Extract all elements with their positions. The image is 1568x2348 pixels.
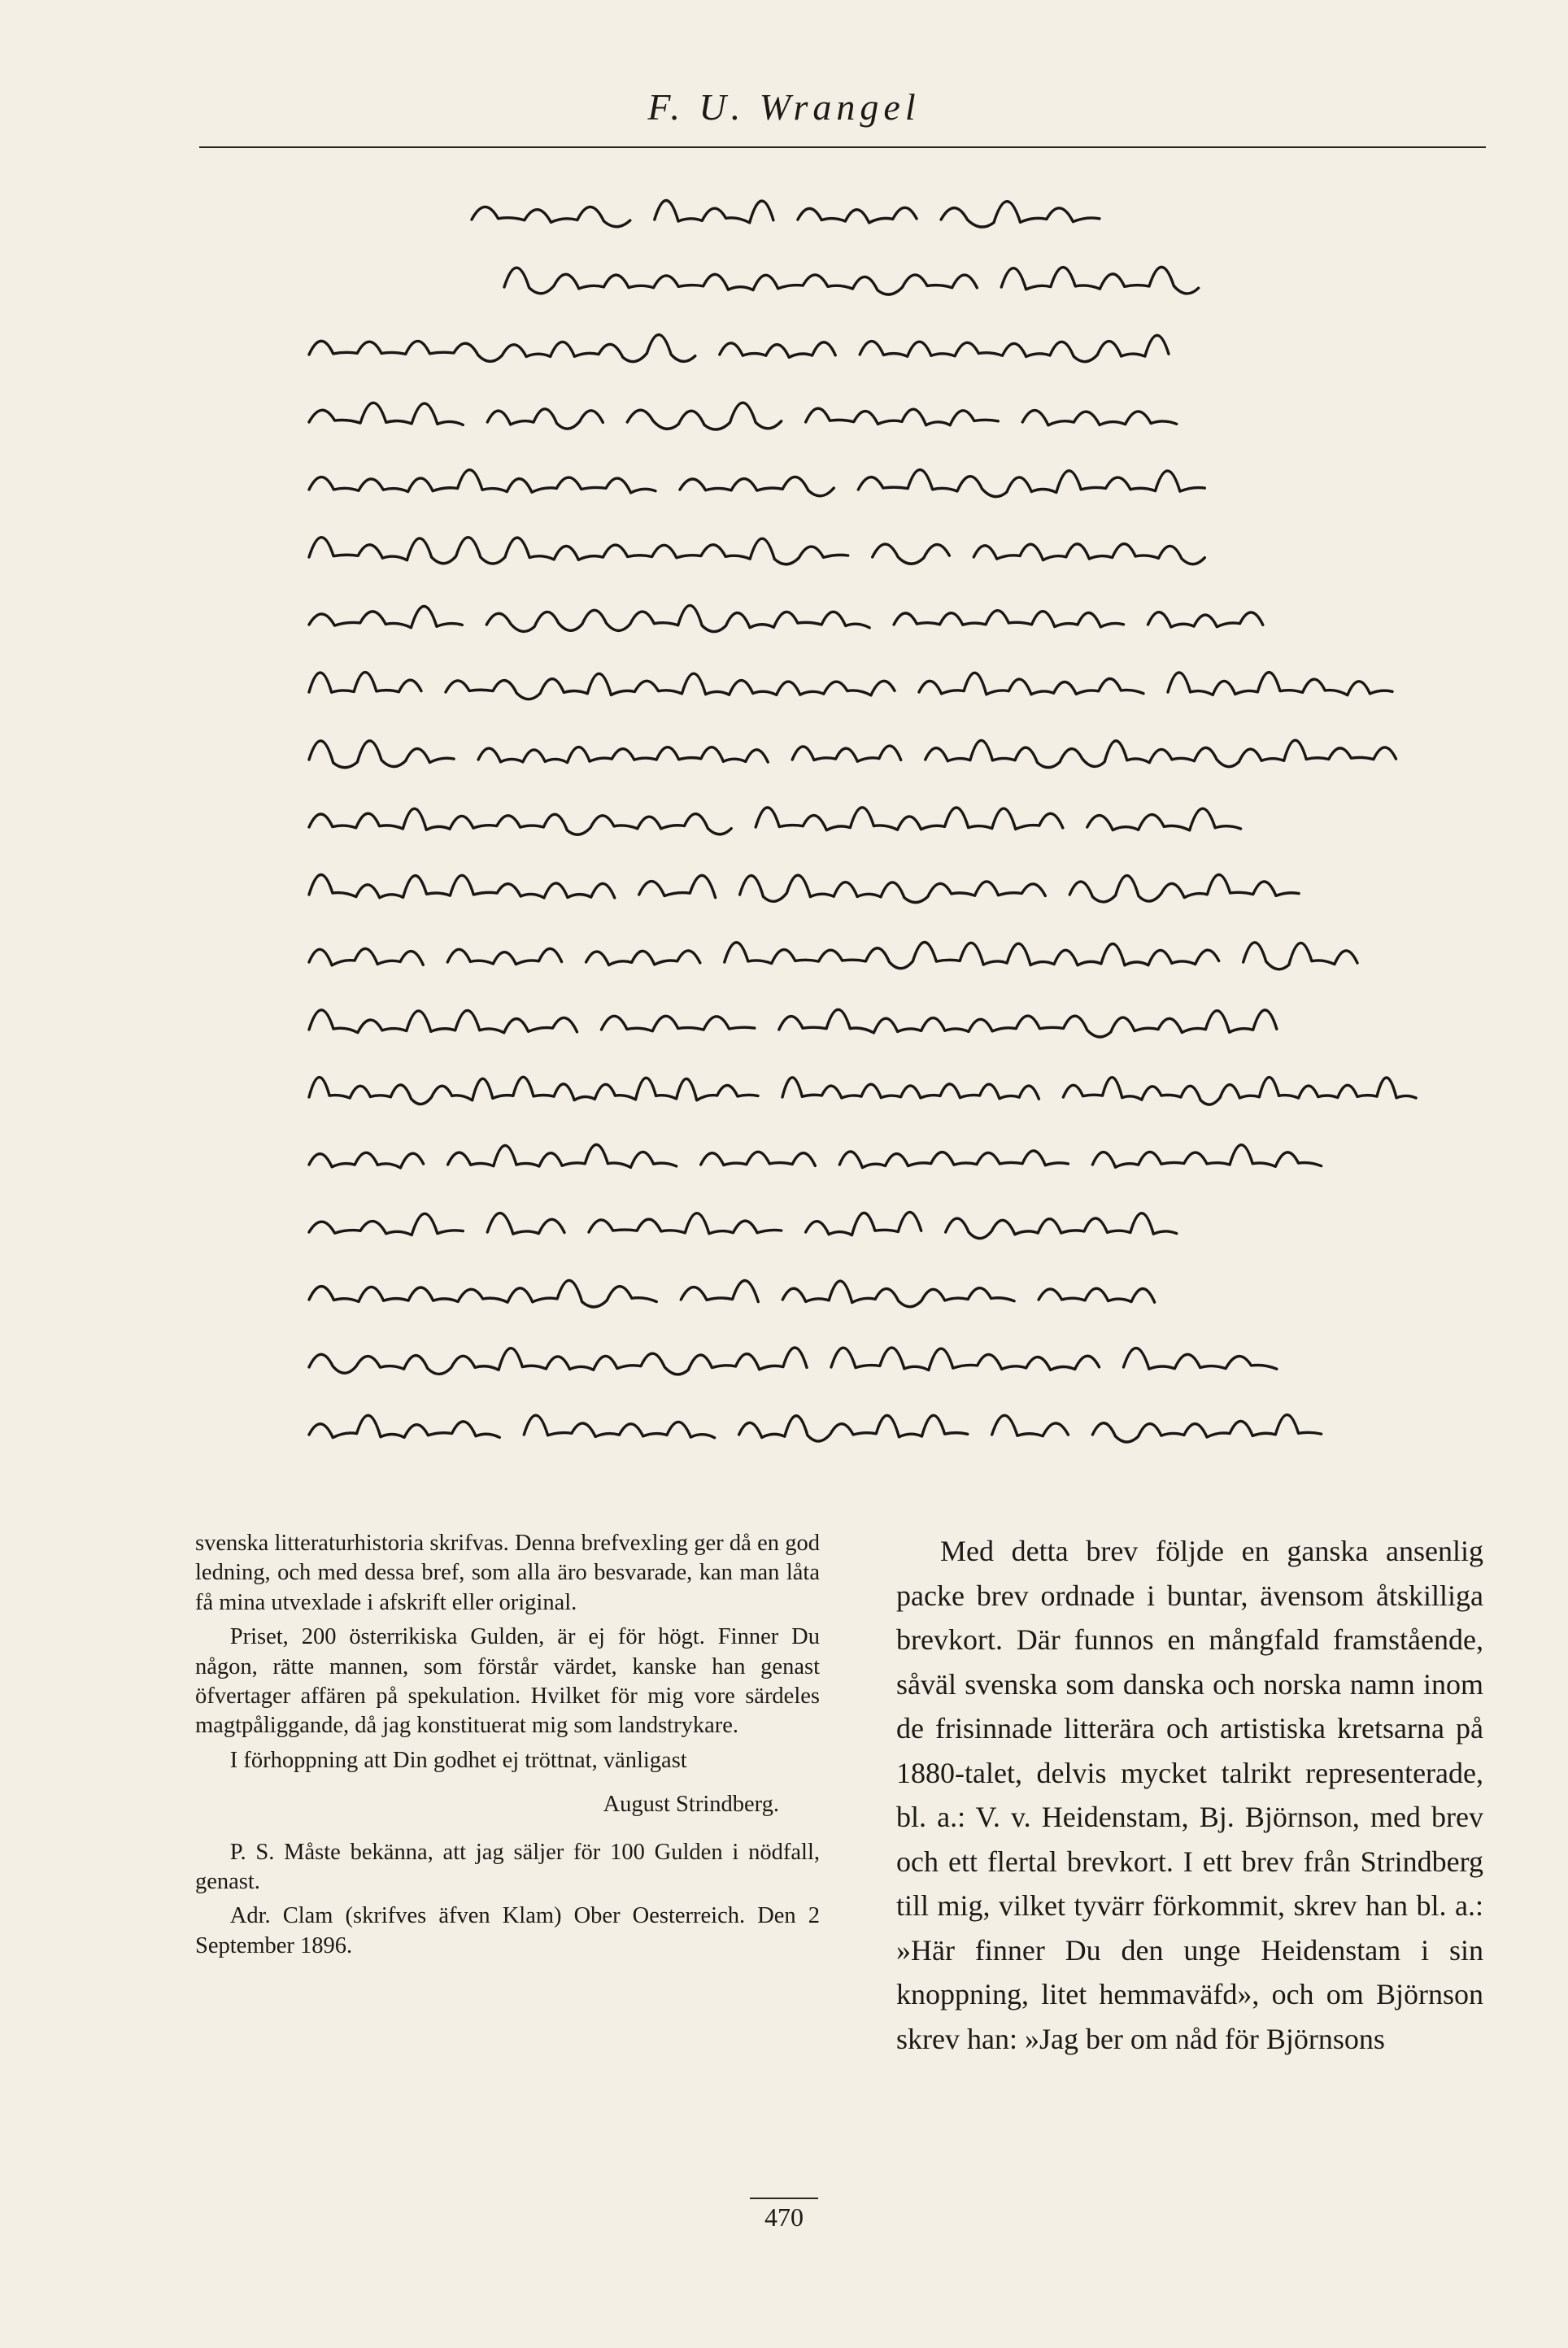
letter-word-stroke [446,673,895,699]
letter-word-stroke [309,673,421,693]
letter-word-stroke [586,951,700,965]
letter-word-stroke [1148,612,1263,627]
letter-word-stroke [309,538,848,564]
postscript-2: Adr. Clam (skrifves äfven Klam) Ober Oesterreich. Den 2 September 1896. [195,1903,820,1958]
letter-word-stroke [309,1010,577,1033]
letter-word-stroke [655,200,773,222]
letter-word-stroke [946,1213,1177,1239]
handwritten-letter-facsimile [244,179,1480,1521]
letter-word-stroke [831,1348,1100,1370]
letter-word-stroke [1092,1415,1321,1442]
letter-word-stroke [309,1077,758,1104]
letter-word-stroke [309,606,462,627]
letter-word-stroke [309,808,731,834]
letter-word-stroke [472,207,630,226]
letter-word-stroke [992,1415,1069,1435]
right-paragraph: Med detta brev följde en ganska ansenlig packe brev ordnade i buntar, ävensom åtskilliga brevkort. Där funnos en mångfald framstående, såväl svenska som danska och norska namn inom de frisinnade litterära och artistiska kretsarna på 1880-talet, delvis mycket talrikt representerade, bl. a.: V. v. Heidenstam, Bj. Björnson, med brev och ett flertal brevkort. I ett brev från Strindberg till mig, vilket tyvärr förkommit, skrev han bl. a.: »Här finner Du den unge Heidenstam i sin knoppning, litet hemmaväfd», och om Björnson skrev han: »Jag ber om nåd för Björnsons [896,1535,1483,2055]
left-paragraph-1: svenska litteraturhistoria skrifvas. Denna brefvexling ger då en god ledning, och med dessa bref, som alla äro besvarade, kan man låta få mina utvexlade i afskrift eller original. [195,1531,820,1615]
letter-word-stroke [478,747,768,763]
letter-word-stroke [1063,1078,1416,1105]
letter-word-stroke [782,1281,1014,1307]
letter-word-stroke [858,470,1204,497]
letter-line [309,1415,1322,1442]
letter-word-stroke [1069,874,1299,901]
letter-line [309,1009,1277,1037]
left-paragraph-2: Priset, 200 österrikiska Gulden, är ej för högt. Finner Du någon, rätte mannen, som förstår värdet, kanske han genast öfvertager affären på spekulation. Hvilket för mig vore särdeles magtpåliggande, då jag konstituerat mig som landstrykare. [195,1624,820,1739]
postscript-1: P. S. Måste bekänna, att jag säljer för 100 Gulden i nödfall, genast. [195,1839,820,1895]
letter-word-stroke [725,942,1219,968]
letter-word-stroke [782,1078,1039,1099]
page-number-text: 470 [750,2198,818,2232]
letter-word-stroke [680,477,834,495]
letter-word-stroke [487,409,603,429]
letter-word-stroke [756,808,1063,830]
letter-word-stroke [739,1415,968,1441]
letter-line [309,335,1169,362]
letter-line [309,1280,1155,1307]
letter-word-stroke [309,1213,463,1235]
letter-word-stroke [309,403,463,425]
letter-line [309,808,1241,834]
letter-word-stroke [309,1415,499,1437]
letter-word-stroke [720,342,835,358]
running-title: F. U. Wrangel [647,86,921,128]
letter-word-stroke [1124,1348,1277,1370]
letter-line [309,740,1396,768]
letter-word-stroke [919,673,1143,694]
letter-word-stroke [941,202,1100,227]
letter-line [504,267,1199,294]
left-paragraph-3: I förhoppning att Din godhet ej tröttnat, vänligast [229,1747,687,1773]
letter-word-stroke [309,470,656,493]
letter-word-stroke [1087,808,1241,830]
letter-line [309,1144,1322,1168]
letter-word-stroke [792,746,900,761]
letter-word-stroke [701,1152,816,1165]
letter-word-stroke [602,1016,755,1030]
letter-word-stroke [589,1213,782,1234]
letter-word-stroke [740,875,1046,902]
letter-word-stroke [860,335,1169,361]
letter-line [309,538,1204,564]
letter-word-stroke [1244,943,1357,969]
letter-line [309,403,1177,429]
letter-word-stroke [504,268,977,294]
letter-word-stroke [926,740,1396,767]
letter-word-stroke [309,1152,424,1168]
letter-line [472,200,1100,227]
header-rule [199,146,1486,148]
letter-word-stroke [1022,411,1176,425]
letter-word-stroke [779,1009,1277,1037]
letter-word-stroke [639,875,716,897]
letter-line [309,942,1357,969]
signature: August Strindberg. [603,1792,779,1818]
letter-word-stroke [309,948,423,965]
page-number [0,2202,1568,2233]
letter-word-stroke [873,544,950,564]
letter-word-stroke [973,544,1204,564]
letter-word-stroke [309,335,695,362]
letter-word-stroke [1092,1145,1321,1168]
letter-word-stroke [487,1213,564,1235]
letter-line [309,470,1204,497]
letter-word-stroke [798,207,917,223]
letter-line [309,1212,1177,1238]
letter-word-stroke [681,1281,758,1302]
letter-line [309,874,1299,902]
letter-word-stroke [806,408,999,425]
letter-word-stroke [627,403,781,429]
letter-word-stroke [806,1212,921,1235]
letter-line [309,605,1263,631]
letter-word-stroke [309,741,454,768]
letter-line [309,673,1392,699]
letter-word-stroke [1168,673,1392,695]
letter-facsimile-svg [244,179,1480,1521]
letter-word-stroke [309,874,615,897]
letter-word-stroke [524,1415,714,1438]
letter-word-stroke [894,611,1123,627]
letter-word-stroke [839,1151,1068,1168]
left-text-column [195,1529,820,1961]
letter-word-stroke [448,1144,677,1167]
letter-word-stroke [1039,1288,1155,1302]
letter-line [309,1348,1277,1374]
letter-word-stroke [486,605,869,631]
letter-word-stroke [447,948,561,964]
letter-word-stroke [309,1280,656,1307]
letter-word-stroke [1001,267,1198,294]
right-text-column [896,1529,1483,2061]
letter-line [309,1077,1416,1104]
letter-word-stroke [309,1348,807,1374]
